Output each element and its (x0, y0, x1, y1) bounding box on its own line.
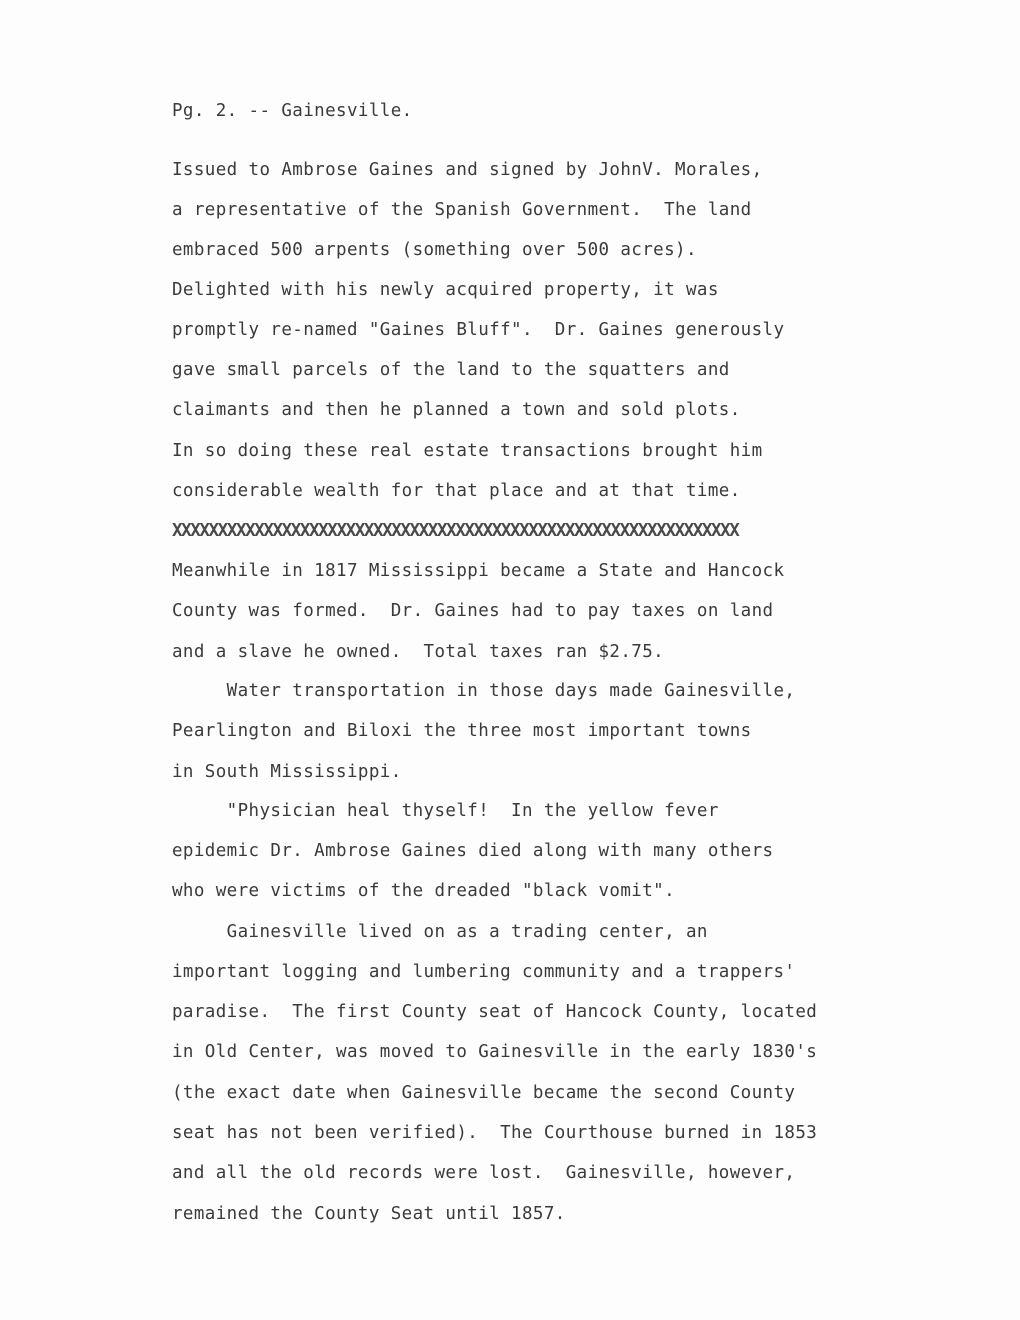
page-header: Pg. 2. -- Gainesville. (172, 101, 413, 121)
text-line-27: remained the County Seat until 1857. (172, 1204, 566, 1224)
text-line-5: promptly re-named "Gaines Bluff". Dr. Gaines generously (172, 320, 785, 340)
text-line-3: embraced 500 arpents (something over 500 acres). (172, 240, 697, 260)
text-line-20: Gainesville lived on as a trading center, an (172, 922, 708, 942)
text-line-7: claimants and then he planned a town and sold plots. (172, 400, 741, 420)
text-line-13: and a slave he owned. Total taxes ran $2.75. (172, 642, 665, 662)
text-line-1: Issued to Ambrose Gaines and signed by JohnV. Morales, (172, 160, 763, 180)
text-line-21: important logging and lumbering community and a trappers' (172, 962, 796, 982)
text-line-2: a representative of the Spanish Government. The land (172, 200, 752, 220)
text-line-6: gave small parcels of the land to the squatters and (172, 360, 730, 380)
text-line-24: (the exact date when Gainesville became the second County (172, 1083, 796, 1103)
text-line-8: In so doing these real estate transactions brought him (172, 441, 763, 461)
text-line-26: and all the old records were lost. Gainesville, however, (172, 1163, 796, 1183)
text-line-11: Meanwhile in 1817 Mississippi became a State and Hancock (172, 561, 785, 581)
text-line-23: in Old Center, was moved to Gainesville in the early 1830's (172, 1042, 818, 1062)
text-line-17: "Physician heal thyself! In the yellow fever (172, 801, 719, 821)
text-line-14: Water transportation in those days made Gainesville, (172, 681, 796, 701)
struck-out-line: XXXXXXXXXXXXXXXXXXXXXXXXXXXXXXXXXXXXXXXXXXXXXXXXXXXXXXXXXXXXXX (172, 521, 739, 541)
text-line-4: Delighted with his newly acquired property, it was (172, 280, 719, 300)
text-line-25: seat has not been verified). The Courthouse burned in 1853 (172, 1123, 818, 1143)
text-line-12: County was formed. Dr. Gaines had to pay taxes on land (172, 601, 774, 621)
text-line-18: epidemic Dr. Ambrose Gaines died along with many others (172, 841, 774, 861)
text-line-19: who were victims of the dreaded "black vomit". (172, 881, 676, 901)
text-line-15: Pearlington and Biloxi the three most important towns (172, 721, 752, 741)
text-line-22: paradise. The first County seat of Hancock County, located (172, 1002, 818, 1022)
text-line-16: in South Mississippi. (172, 762, 402, 782)
text-line-9: considerable wealth for that place and at that time. (172, 481, 741, 501)
